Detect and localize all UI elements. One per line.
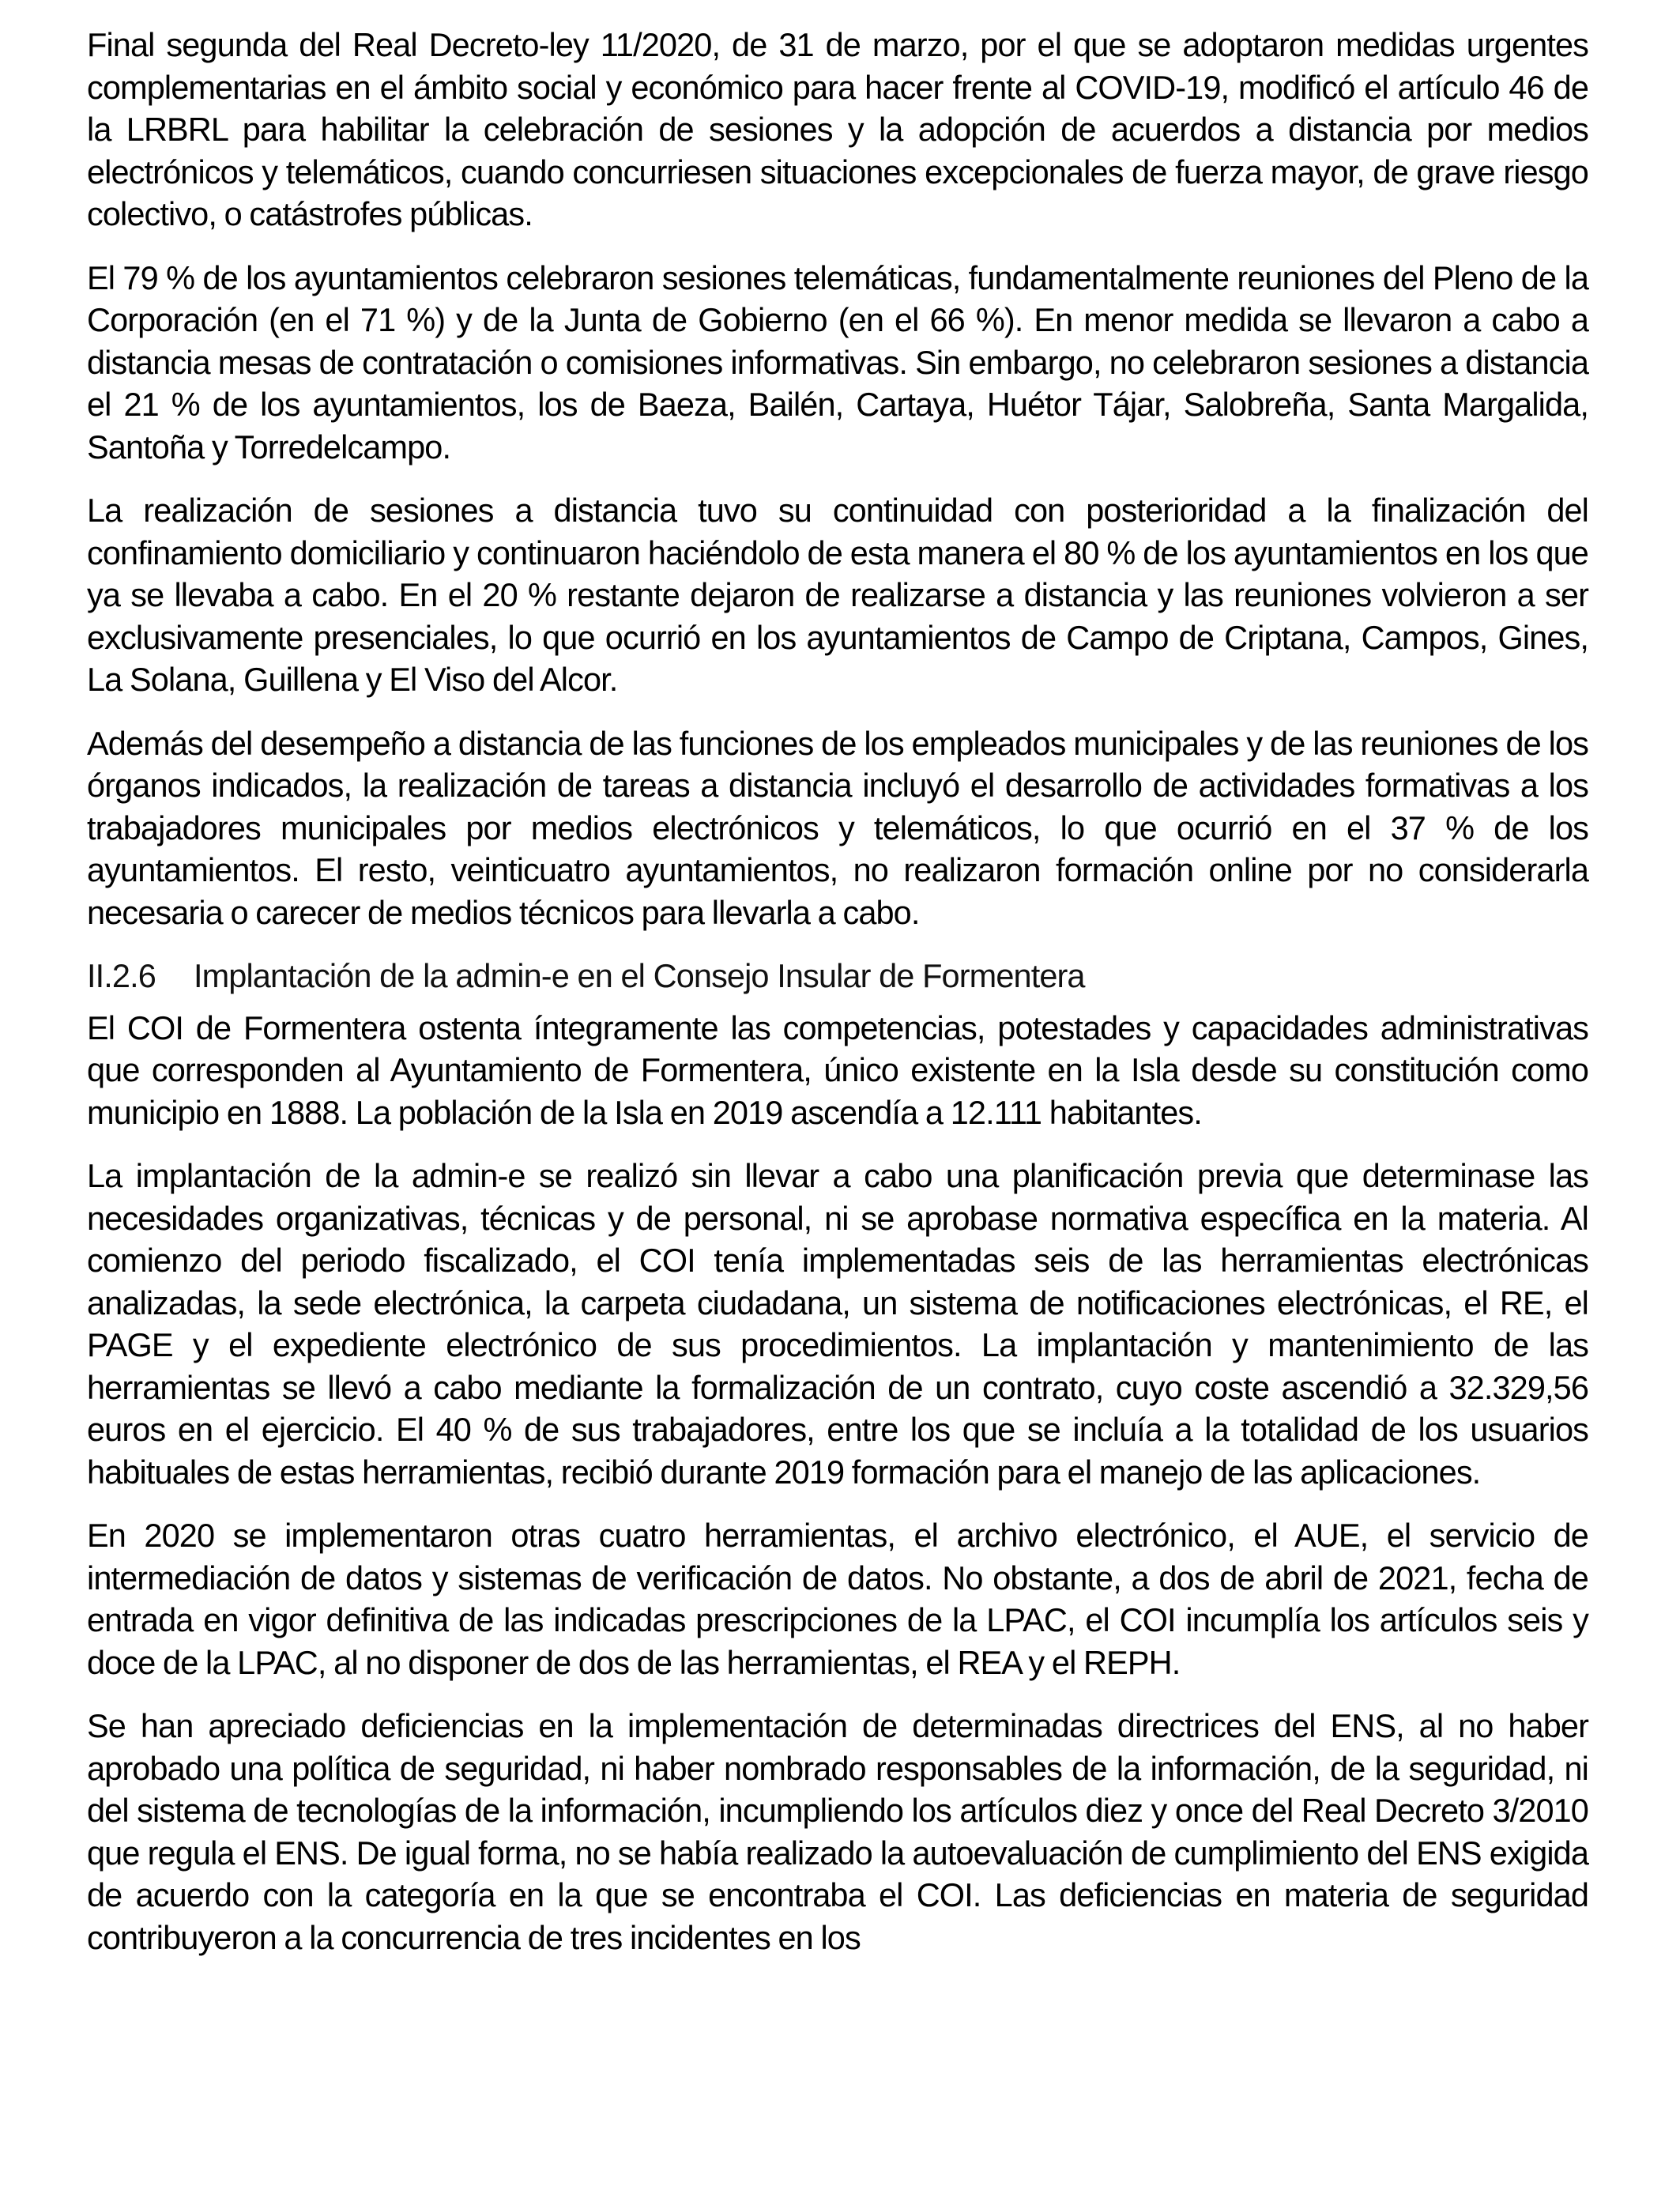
section-heading-title: Implantación de la admin-e en el Consejo Insular de Formentera [194,957,1085,994]
paragraph-remote-sessions-law: Final segunda del Real Decreto-ley 11/2020, de 31 de marzo, por el que se adoptaron medidas urgentes complementarias en el ámbito social y económico para hacer frente al COVID-19, modificó el artículo 46 de la LRBRL para habilitar la celebración de sesiones y la adopción de acuerdos a distancia por medios electrónicos y telemáticos, cuando concurriesen situaciones excepcionales de fuerza mayor, de grave riesgo colectivo, o catástrofes públicas. [87,26,1588,232]
paragraph-admin-e-implementation: La implantación de la admin-e se realizó sin llevar a cabo una planificación previa que determinase las necesidades organizativas, técnicas y de personal, ni se aprobase normativa específica en la materia. Al comienzo del periodo fiscalizado, el COI tenía implementadas seis de las herramientas electrónicas analizadas, la sede electrónica, la carpeta ciudadana, un sistema de notificaciones electrónicas, el RE, el PAGE y el expediente electrónico de sus procedimientos. La implantación y mantenimiento de las herramientas se llevó a cabo mediante la formalización de un contrato, cuyo coste ascendió a 32.329,56 euros en el ejercicio. El 40 % de sus trabajadores, entre los que se incluía a la totalidad de los usuarios habituales de estas herramientas, recibió durante 2019 formación para el manejo de las aplicaciones. [87,1157,1588,1491]
paragraph-2020-tools: En 2020 se implementaron otras cuatro herramientas, el archivo electrónico, el AUE, el servicio de intermediación de datos y sistemas de verificación de datos. No obstante, a dos de abril de 2021, fecha de entrada en vigor definitiva de las indicadas prescripciones de la LPAC, el COI incumplía los artículos seis y doce de la LPAC, al no disponer de dos de las herramientas, el REA y el REPH. [87,1517,1588,1681]
document-page [87,24,1588,1980]
section-heading [87,955,1588,997]
paragraph-sessions-continuity: La realización de sesiones a distancia tuvo su continuidad con posterioridad a la finalización del confinamiento domiciliario y continuaron haciéndolo de esta manera el 80 % de los ayuntamientos en los que ya se llevaba a cabo. En el 20 % restante dejaron de realizarse a distancia y las reuniones volvieron a ser exclusivamente presenciales, lo que ocurrió en los ayuntamientos de Campo de Criptana, Campos, Gines, La Solana, Guillena y El Viso del Alcor. [87,492,1588,698]
paragraph-ens-deficiencies: Se han apreciado deficiencias en la implementación de determinadas directrices del ENS, al no haber aprobado una política de seguridad, ni haber nombrado responsables de la información, de la seguridad, ni del sistema de tecnologías de la información, incumpliendo los artículos diez y once del Real Decreto 3/2010 que regula el ENS. De igual forma, no se había realizado la autoevaluación de cumplimiento del ENS exigida de acuerdo con la categoría en la que se encontraba el COI. Las deficiencias en materia de seguridad contribuyeron a la concurrencia de tres incidentes en los [87,1707,1588,1956]
paragraph-coi-overview: El COI de Formentera ostenta íntegramente las competencias, potestades y capacidades administrativas que corresponden al Ayuntamiento de Formentera, único existente en la Isla desde su constitución como municipio en 1888. La población de la Isla en 2019 ascendía a 12.111 habitantes. [87,1008,1588,1131]
section-heading-number: II.2.6 [87,957,156,994]
paragraph-online-training: Además del desempeño a distancia de las funciones de los empleados municipales y de las reuniones de los órganos indicados, la realización de tareas a distancia incluyó el desarrollo de actividades formativas a los trabajadores municipales por medios electrónicos y telemáticos, lo que ocurrió en el 37 % de los ayuntamientos. El resto, veinticuatro ayuntamientos, no realizaron formación online por no considerarla necesaria o carecer de medios técnicos para llevarla a cabo. [87,724,1588,931]
paragraph-telematic-sessions-stats: El 79 % de los ayuntamientos celebraron sesiones telemáticas, fundamentalmente reuniones del Pleno de la Corporación (en el 71 %) y de la Junta de Gobierno (en el 66 %). En menor medida se llevaron a cabo a distancia mesas de contratación o comisiones informativas. Sin embargo, no celebraron sesiones a distancia el 21 % de los ayuntamientos, los de Baeza, Bailén, Cartaya, Huétor Tájar, Salobreña, Santa Margalida, Santoña y Torredelcampo. [87,258,1588,466]
